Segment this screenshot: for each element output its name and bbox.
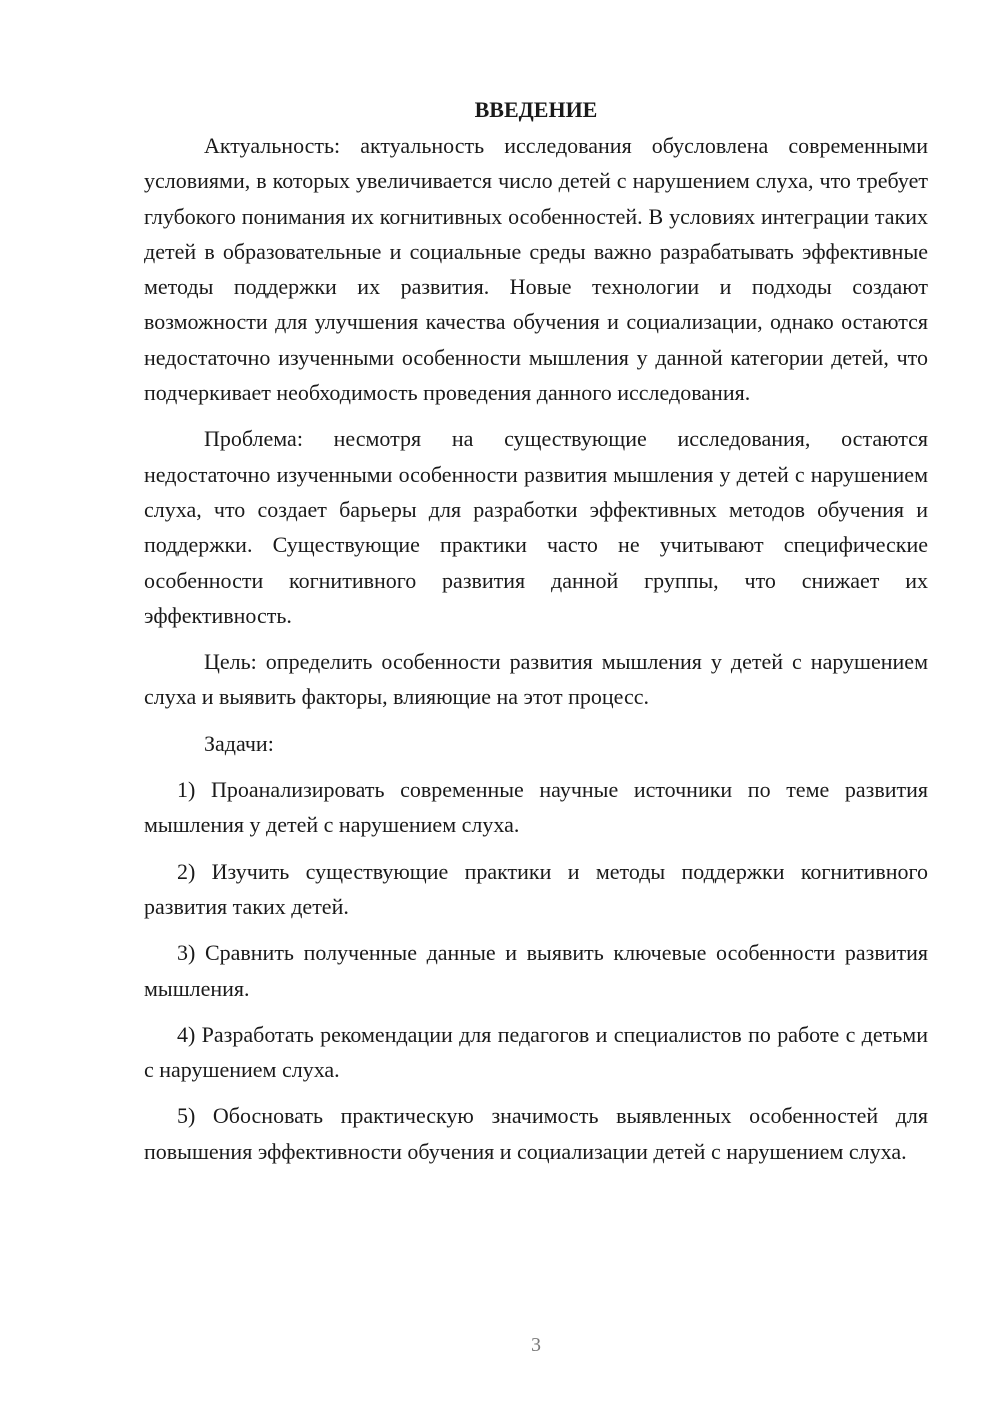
paragraph-problem: Проблема: несмотря на существующие исследования, остаются недостаточно изученными особенности развития мышления у детей с нарушением слуха, что создает барьеры для разработки эффективных методов обучения и поддержки. Существующие практики часто не учитывают специфические особенности когнитивного развития данной группы, что снижает их эффективность. [144,426,928,628]
page-content [144,92,928,1180]
page-number: 3 [531,1334,541,1356]
task-item-1: 1) Проанализировать современные научные источники по теме развития мышления у детей с нарушением слуха. [144,777,928,838]
paragraph-relevance: Актуальность: актуальность исследования обусловлена современными условиями, в которых увеличивается число детей с нарушением слуха, что требует глубокого понимания их когнитивных особенностей. В условиях интеграции таких детей в образовательные и социальные среды важно разрабатывать эффективные методы поддержки их развития. Новые технологии и подходы создают возможности для улучшения качества обучения и социализации, однако остаются недостаточно изученными особенности мышления у данной категории детей, что подчеркивает необходимость проведения данного исследования. [144,133,928,406]
paragraph-tasks-heading: Задачи: [204,730,274,756]
task-item-5: 5) Обосновать практическую значимость выявленных особенностей для повышения эффективности обучения и социализации детей с нарушением слуха. [144,1103,928,1164]
task-item-3: 3) Сравнить полученные данные и выявить ключевые особенности развития мышления. [144,940,928,1001]
paragraph-goal: Цель: определить особенности развития мышления у детей с нарушением слуха и выявить факторы, влияющие на этот процесс. [144,649,928,710]
task-item-2: 2) Изучить существующие практики и методы поддержки когнитивного развития таких детей. [144,858,928,919]
task-item-4: 4) Разработать рекомендации для педагогов и специалистов по работе с детьми с нарушением слуха. [144,1021,928,1083]
section-title: ВВЕДЕНИЕ [474,97,598,122]
